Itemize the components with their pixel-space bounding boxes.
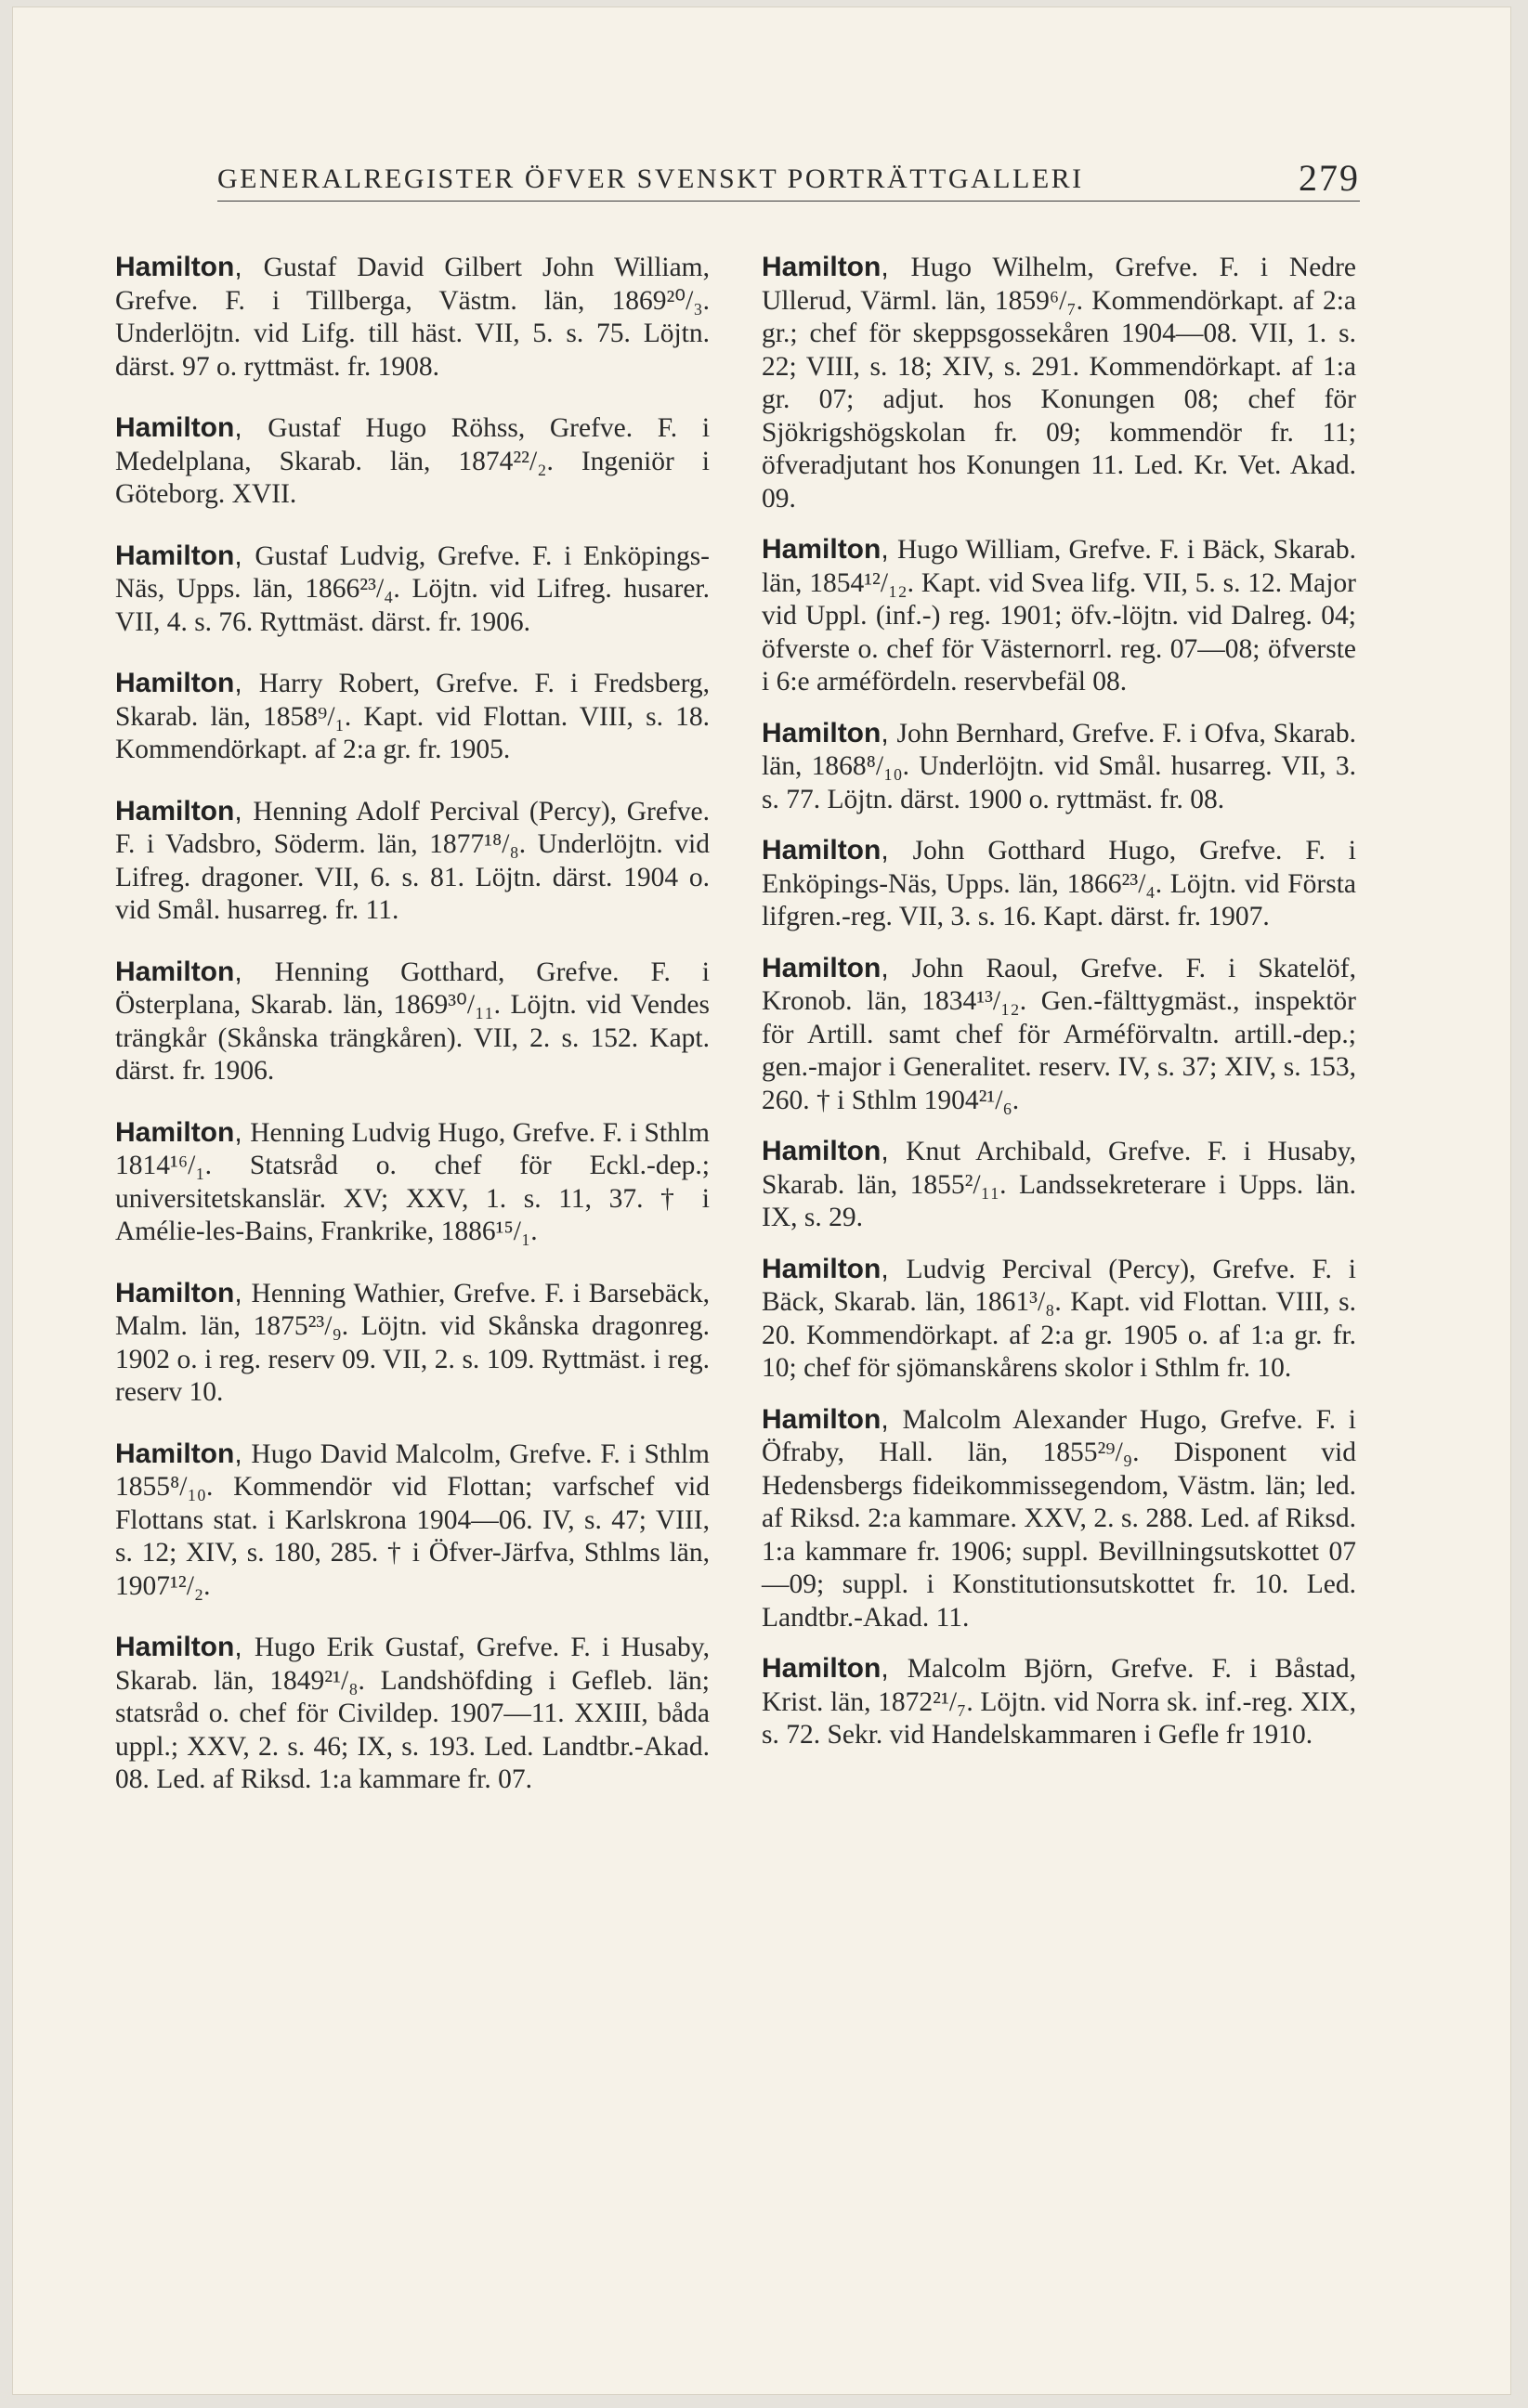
entry-text: John Raoul, Grefve. F. i Skatelöf, Kronob. län, 1834¹³/₁₂. Gen.-fälttygmäst., inspektör för Artill. samt chef för Arméförvaltn. artill.-dep.; gen.-major i Generalitet. reserv. IV, s. 37; XIV, s. 153, 260. † i Sthlm 1904²¹/₆. [762, 953, 1357, 1115]
register-entry [115, 540, 710, 640]
entry-text: Hugo Erik Gustaf, Grefve. F. i Husaby, Skarab. län, 1849²¹/₈. Landshöfding i Gefleb. län; statsråd o. chef för Civildep. 1907—11. XXIII, båda uppl.; XXV, 2. s. 46; IX, s. 193. Led. Landtbr.-Akad. 08. Led. af Riksd. 1:a kammare fr. 07. [115, 1633, 710, 1794]
entry-surname: Hamilton , [115, 1632, 255, 1662]
entry-surname: Hamilton , [762, 835, 913, 866]
entry-text: John Bernhard, Grefve. F. i Ofva, Skarab. län, 1868⁸/₁₀. Underlöjtn. vid Smål. husarreg. VII, 3. s. 77. Löjtn. därst. 1900 o. ryttmäst. fr. 08. [762, 718, 1356, 814]
entry-surname: Hamilton , [762, 718, 897, 748]
entry-text: Henning Wathier, Grefve. F. i Barsebäck, Malm. län, 1875²³/₉. Löjtn. vid Skånska dragonreg. 1902 o. i reg. reserv 09. VII, 2. s. 109. Ryttmäst. i reg. reserv 10. [115, 1278, 711, 1407]
register-entry [115, 956, 710, 1088]
entry-text: Gustaf Ludvig, Grefve. F. i Enköpings-Näs, Upps. län, 1866²³/₄. Löjtn. vid Lifreg. husarer. VII, 4. s. 76. Ryttmäst. därst. fr. 1906. [115, 540, 710, 637]
right-column [762, 251, 1356, 1770]
entry-text: Harry Robert, Grefve. F. i Fredsberg, Skarab. län, 1858⁹/₁. Kapt. vid Flottan. VIII, s. 18. Kommendörkapt. af 2:a gr. fr. 1905. [115, 669, 711, 764]
entry-surname: Hamilton , [115, 668, 259, 698]
register-entry [762, 1652, 1356, 1752]
entry-surname: Hamilton , [762, 1136, 906, 1166]
register-entry [115, 1631, 710, 1797]
entry-surname: Hamilton , [115, 796, 253, 827]
entry-surname: Hamilton , [762, 252, 910, 282]
register-entry [762, 1135, 1356, 1235]
register-entry [762, 952, 1356, 1118]
entry-text: Malcolm Alexander Hugo, Grefve. F. i Öfraby, Hall. län, 1855²⁹/₉. Disponent vid Hedensbergs fideikommissegendom, Västm. län; led. af Riksd. 2:a kammare. XXV, 2. s. 288. Led. af Riksd. 1:a kammare fr. 1906; suppl. Bevillningsutskottet 07—09; suppl. i Konstitutionsutskottet fr. 10. Led. Landtbr.-Akad. 11. [762, 1404, 1357, 1633]
entry-surname: Hamilton , [762, 953, 912, 983]
entry-text: Hugo William, Grefve. F. i Bäck, Skarab. län, 1854¹²/₁₂. Kapt. vid Svea lifg. VII, 5. s. 12. Major vid Uppl. (inf.-) reg. 1901; öfv.-löjtn. vid Dalreg. 04; öfverste o. chef för Västernorrl. reg. 07—08; öfverste i 6:e arméfördeln. reservbefäl 08. [762, 535, 1357, 696]
register-entry [115, 1438, 710, 1604]
entry-text: Henning Adolf Percival (Percy), Grefve. F. i Vadsbro, Söderm. län, 1877¹⁸/₈. Underlöjtn. vid Lifreg. dragoner. VII, 6. s. 81. Löjtn. därst. 1904 o. vid Smål. husarreg. fr. 11. [115, 796, 711, 925]
entry-surname: Hamilton , [762, 1404, 902, 1435]
entry-text: Henning Ludvig Hugo, Grefve. F. i Sthlm 1814¹⁶/₁. Statsråd o. chef för Eckl.-dep.; universitetskanslär. XV; XXV, 1. s. 11, 37. † i Amélie-les-Bains, Frankrike, 1886¹⁵/₁. [115, 1117, 710, 1246]
entry-text: Hugo Wilhelm, Grefve. F. i Nedre Ullerud, Värml. län, 1859⁶/₇. Kommendörkapt. af 2:a gr.; chef för skeppsgossekåren 1904—08. VII, 1. s. 22; VIII, s. 18; XIV, s. 291. Kommendörkapt. af 1:a gr. 07; adjut. hos Konungen 08; chef för Sjökrigshögskolan fr. 09; kommendör fr. 11; öfveradjutant hos Konungen 11. Led. Kr. Vet. Akad. 09. [762, 253, 1356, 514]
entry-text: Ludvig Percival (Percy), Grefve. F. i Bäck, Skarab. län, 1861³/₈. Kapt. vid Flottan. VIII, s. 20. Kommendörkapt. af 2:a gr. 1905 o. af 1:a gr. fr. 10; chef för sjömanskårens skolor i Sthlm fr. 10. [762, 1254, 1357, 1383]
register-entry [762, 1253, 1356, 1386]
page-header [217, 157, 1360, 202]
entry-surname: Hamilton , [762, 534, 897, 565]
page-number: 279 [1299, 157, 1360, 199]
entry-text: Hugo David Malcolm, Grefve. F. i Sthlm 1855⁸/₁₀. Kommendör vid Flottan; varfschef vid Flottans stat. i Karlskrona 1904—06. IV, s. 47; VIII, s. 12; XIV, s. 180, 285. † i Öfver-Järfva, Sthlms län, 1907¹²/₂. [115, 1438, 710, 1601]
entry-surname: Hamilton , [115, 1278, 252, 1308]
register-entry [115, 667, 710, 767]
register-entry [762, 251, 1356, 515]
entry-text: Gustaf Hugo Röhss, Grefve. F. i Medelplana, Skarab. län, 1874²²/₂. Ingeniör i Göteborg. XVII. [115, 413, 711, 509]
entry-surname: Hamilton , [762, 1254, 907, 1284]
register-page [13, 7, 1510, 2394]
register-entry [762, 717, 1356, 817]
entry-text: Henning Gotthard, Grefve. F. i Österplana, Skarab. län, 1869³⁰/₁₁. Löjtn. vid Vendes trängkår (Skånska trängkåren). VII, 2. s. 152. Kapt. därst. fr. 1906. [115, 957, 711, 1086]
entry-surname: Hamilton , [115, 412, 268, 443]
entry-surname: Hamilton , [115, 252, 264, 282]
register-entry [762, 533, 1356, 699]
entry-text: Malcolm Björn, Grefve. F. i Båstad, Krist. län, 1872²¹/₇. Löjtn. vid Norra sk. inf.-reg. XIX, s. 72. Sekr. vid Handelskammaren i Gefle fr 1910. [762, 1654, 1356, 1750]
register-entry [762, 1403, 1356, 1635]
running-title: GENERALREGISTER ÖFVER SVENSKT PORTRÄTTGALLERI [217, 163, 1084, 194]
left-column [115, 251, 710, 1825]
entry-surname: Hamilton , [115, 957, 275, 987]
register-entry [115, 1277, 710, 1410]
entry-text: John Gotthard Hugo, Grefve. F. i Enköpings-Näs, Upps. län, 1866²³/₄. Löjtn. vid Första lifgren.-reg. VII, 3. s. 16. Kapt. därst. fr. 1907. [762, 836, 1357, 931]
entry-surname: Hamilton , [115, 1438, 251, 1469]
entry-text: Gustaf David Gilbert John William, Grefve. F. i Tillberga, Västm. län, 1869²⁰/₃. Underlöjtn. vid Lifg. till häst. VII, 5. s. 75. Löjtn. därst. 97 o. ryttmäst. fr. 1908. [115, 253, 710, 382]
entry-surname: Hamilton , [115, 540, 255, 571]
entry-text: Knut Archibald, Grefve. F. i Husaby, Skarab. län, 1855²/₁₁. Landssekreterare i Upps. län. IX, s. 29. [762, 1137, 1356, 1232]
register-entry [115, 411, 710, 512]
entry-surname: Hamilton , [762, 1653, 908, 1684]
register-entry [762, 834, 1356, 934]
register-entry [115, 251, 710, 384]
entry-surname: Hamilton , [115, 1117, 250, 1148]
register-entry [115, 1116, 710, 1249]
register-entry [115, 795, 710, 928]
